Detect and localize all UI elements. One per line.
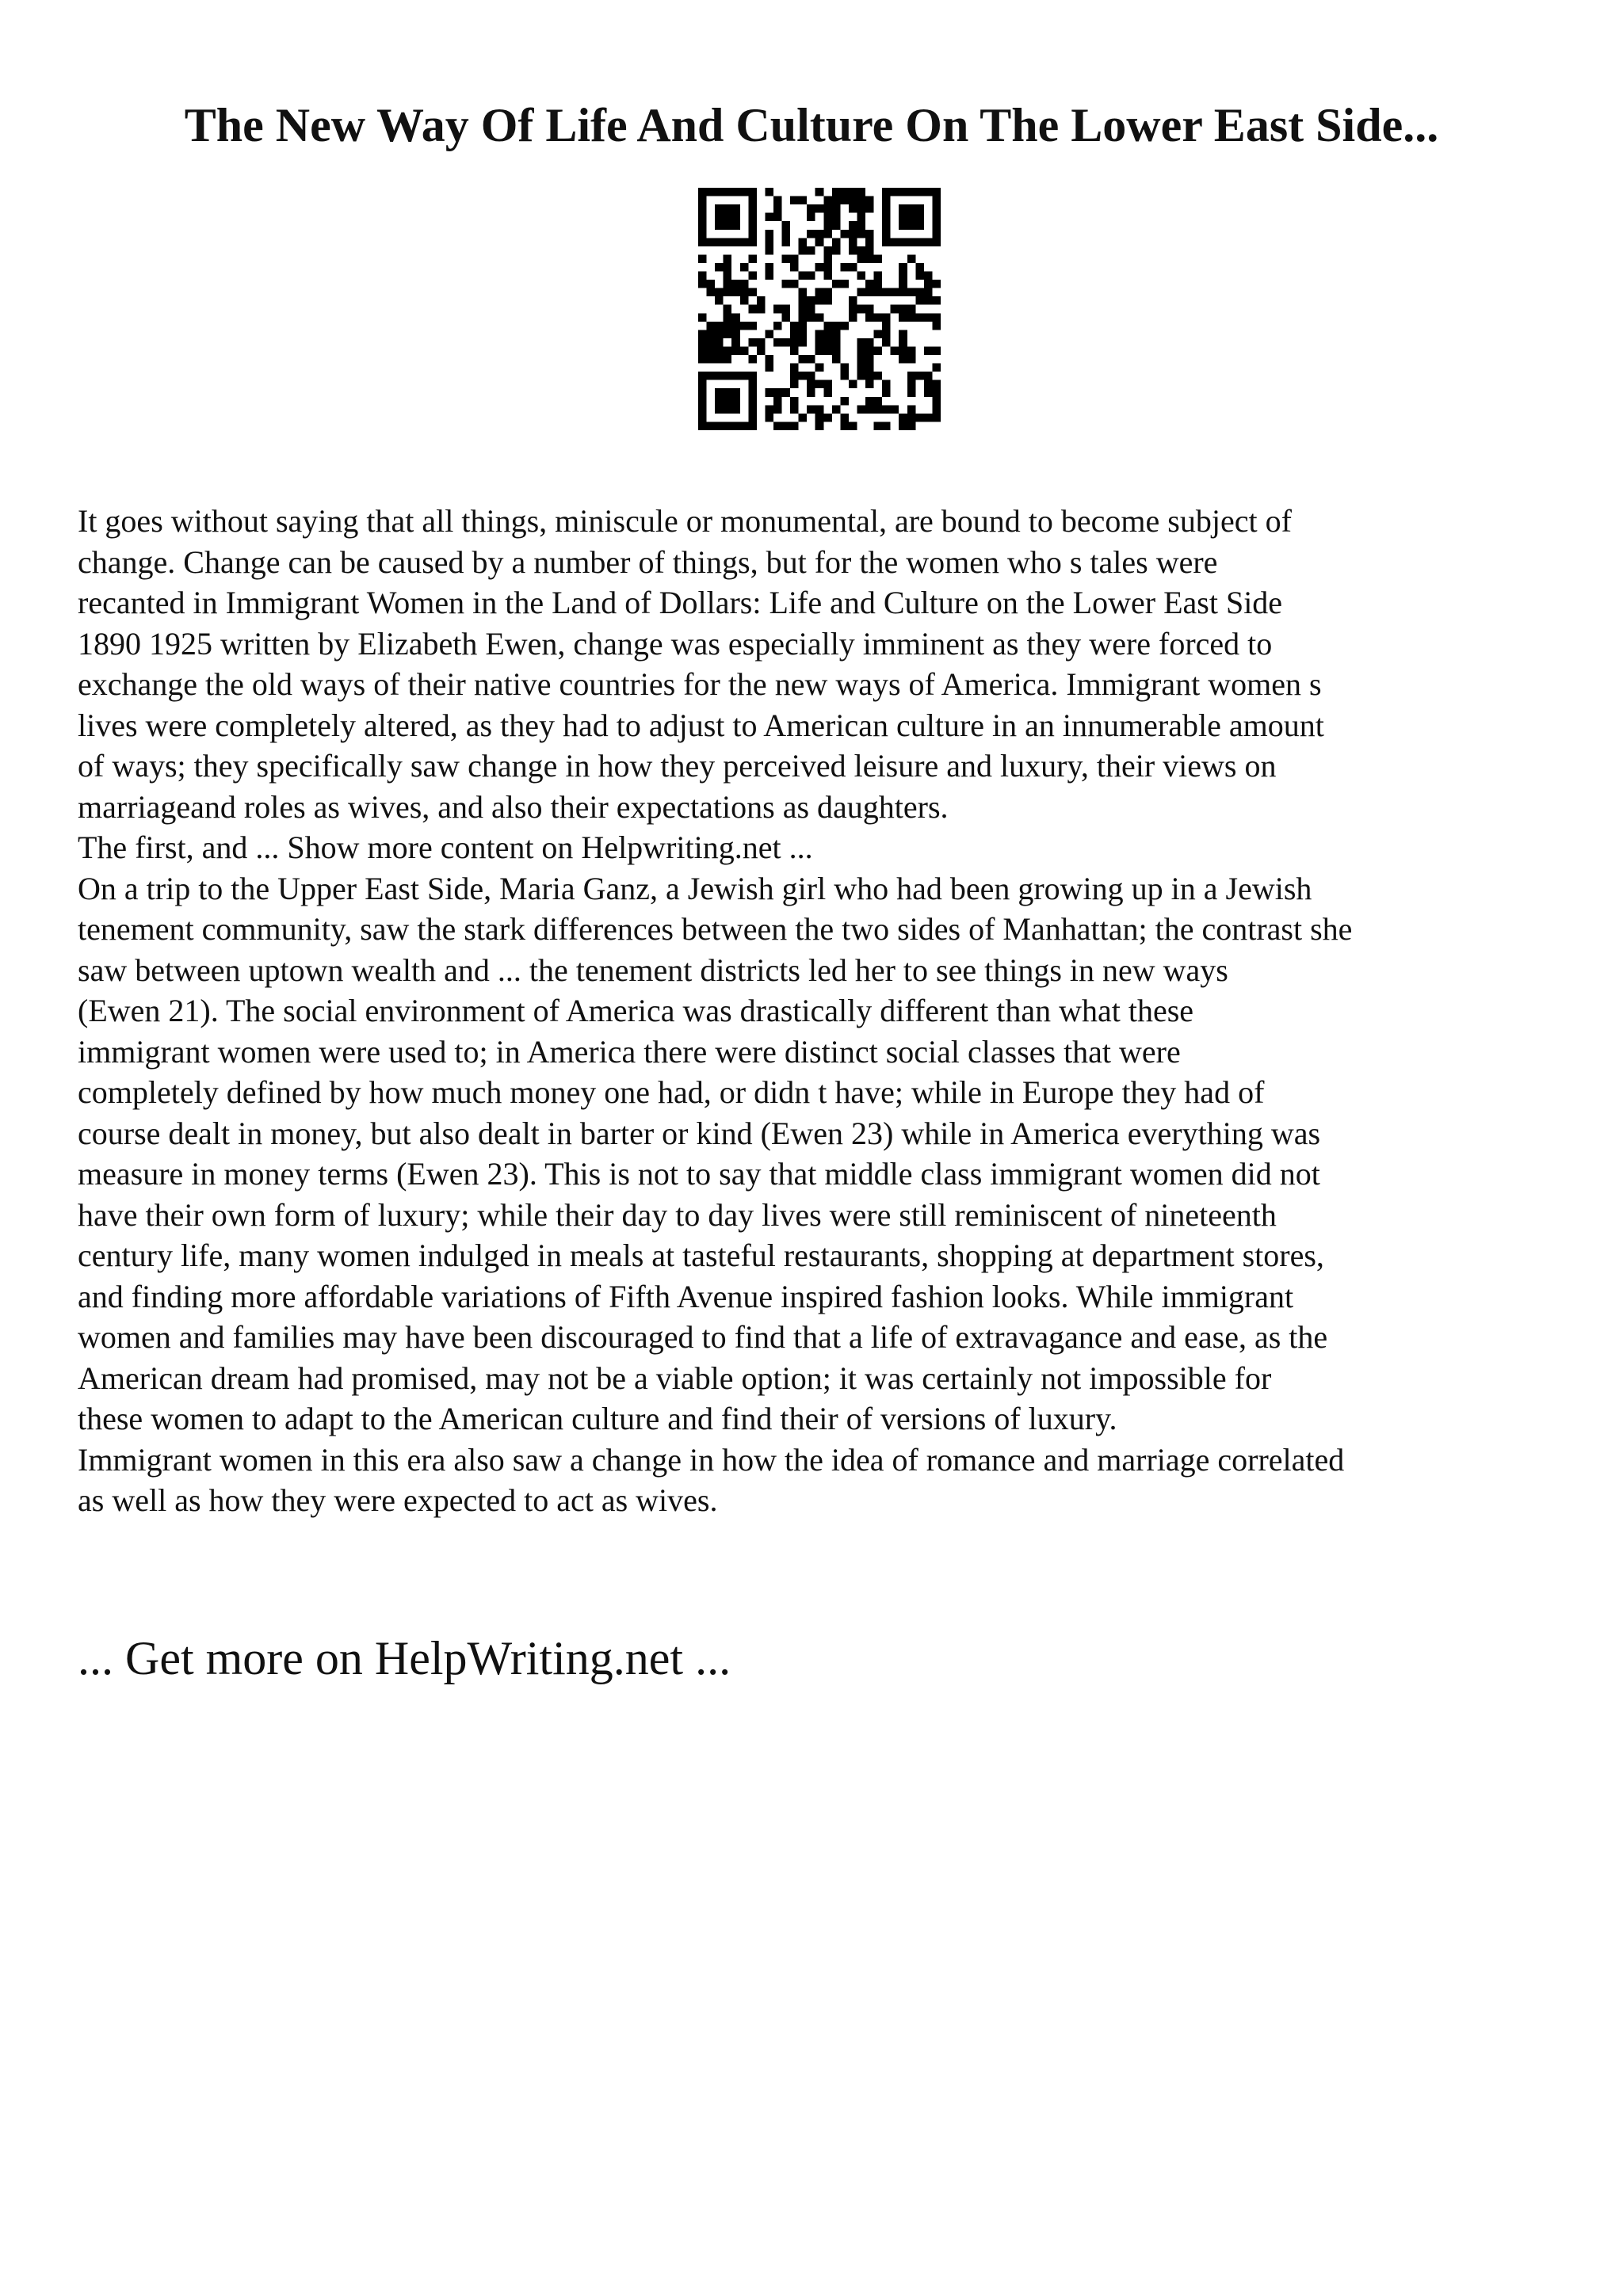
paragraph-upper-east-side: On a trip to the Upper East Side, Maria Ganz, a Jewish girl who had been growing up in a Jewish tenement community, saw the stark differences between the two sides of Manhattan; the contrast she saw between uptown wealth and ... the tenement districts led her to see things in new ways (Ewen 21). The social environment of America was drastically different than what these immigrant women were used to; in America there were distinct social classes that were completely defined by how much money one had, or didn t have; while in Europe they had of course dealt in money, but also dealt in barter or kind (Ewen 23) while in America everything was measure in money terms (Ewen 23). This is not to say that middle class immigrant women did not have their own form of luxury; while their day to day lives were still reminiscent of nineteenth century life, many women indulged in meals at tasteful restaurants, shopping at department stores, and finding more affordable variations of Fifth Avenue inspired fashion looks. While immigrant women and families may have been discouraged to find that a life of extravagance and ease, as the American dream had promised, may not be a viable option; it was certainly not impossible for these women to adapt to the American culture and find their of versions of luxury. xyxy=(78,870,1353,1436)
show-more-line: The first, and ... Show more content on Helpwriting.net ... xyxy=(78,830,813,865)
document-title: The New Way Of Life And Culture On The Lower East Side... xyxy=(184,99,1439,151)
get-more-link[interactable]: ... Get more on HelpWriting.net ... xyxy=(78,1632,731,1684)
paragraph-intro: It goes without saying that all things, miniscule or monumental, are bound to become subject of change. Change can be caused by a number of things, but for the women who s tales were recanted in Immigrant Women in the Land of Dollars: Life and Culture on the Lower East Side 1890 1925 written by Elizabeth Ewen, change was especially imminent as they were forced to exchange the old ways of their native countries for the new ways of America. Immigrant women s lives were completely altered, as they had to adjust to American culture in an innumerable amount of ways; they specifically saw change in how they perceived leisure and luxury, their views on marriageand roles as wives, and also their expectations as daughters. xyxy=(78,503,1324,825)
qr-code xyxy=(698,188,941,430)
qr-code-graphic xyxy=(698,188,941,430)
paragraph-romance-marriage: Immigrant women in this era also saw a change in how the idea of romance and marriage correlated as well as how they were expected to act as wives. xyxy=(78,1441,1345,1518)
article-body xyxy=(78,501,1571,1521)
